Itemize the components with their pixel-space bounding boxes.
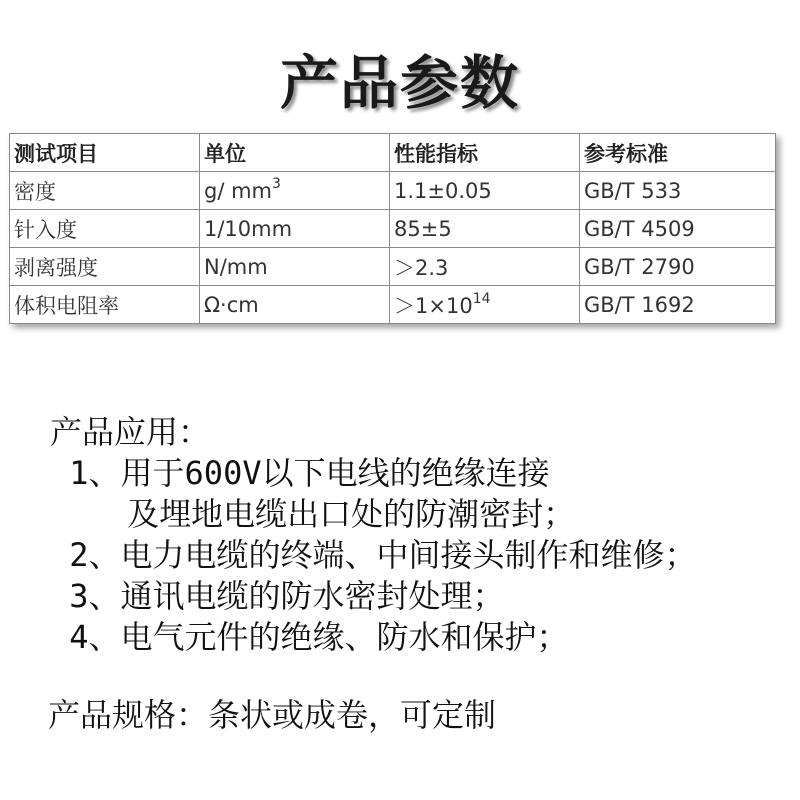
row-unit (200, 210, 390, 248)
table-row (10, 210, 776, 248)
table-header-row (10, 134, 776, 172)
row-value (390, 210, 580, 248)
application-line: 3、通讯电缆的防水密封处理； (50, 577, 505, 615)
row-item: 针入度 (10, 210, 200, 248)
application-line: 1、用于600V以下电线的绝缘连接 (50, 454, 550, 492)
row-item: 体积电阻率 (10, 286, 200, 324)
application-section (50, 412, 697, 658)
value-text: ＞1×10 (394, 293, 473, 318)
value-text: ＞2.3 (394, 255, 449, 280)
header-standard: 参考标准 (580, 134, 776, 172)
row-unit (200, 172, 390, 210)
header-performance: 性能指标 (390, 134, 580, 172)
parameter-table (9, 133, 776, 324)
row-standard: GB/T 4509 (580, 210, 776, 248)
header-unit: 单位 (200, 134, 390, 172)
header-test-item: 测试项目 (10, 134, 200, 172)
application-line: 2、电力电缆的终端、中间接头制作和维修； (50, 536, 697, 574)
value-text: 85±5 (394, 217, 452, 241)
table-row (10, 172, 776, 210)
row-unit (200, 248, 390, 286)
application-line: 及埋地电缆出口处的防潮密封； (50, 495, 576, 533)
row-unit (200, 286, 390, 324)
row-item: 密度 (10, 172, 200, 210)
unit-text: N/mm (204, 255, 268, 279)
application-heading: 产品应用： (50, 413, 211, 451)
application-line: 4、电气元件的绝缘、防水和保护； (50, 618, 569, 656)
value-text: 1.1±0.05 (394, 179, 492, 203)
value-superscript: 14 (472, 290, 491, 307)
unit-superscript: 3 (272, 176, 281, 192)
row-value (390, 286, 580, 324)
unit-text: g/ mm (204, 179, 272, 203)
unit-text: Ω·cm (204, 293, 259, 317)
table-row (10, 248, 776, 286)
table-row (10, 286, 776, 324)
row-item: 剥离强度 (10, 248, 200, 286)
row-standard: GB/T 533 (580, 172, 776, 210)
row-standard: GB/T 2790 (580, 248, 776, 286)
product-spec: 产品规格：条状或成卷，可定制 (48, 696, 497, 734)
row-standard: GB/T 1692 (580, 286, 776, 324)
row-value (390, 172, 580, 210)
unit-text: 1/10mm (204, 217, 293, 241)
row-value (390, 248, 580, 286)
page-title: 产品参数 (279, 49, 520, 117)
